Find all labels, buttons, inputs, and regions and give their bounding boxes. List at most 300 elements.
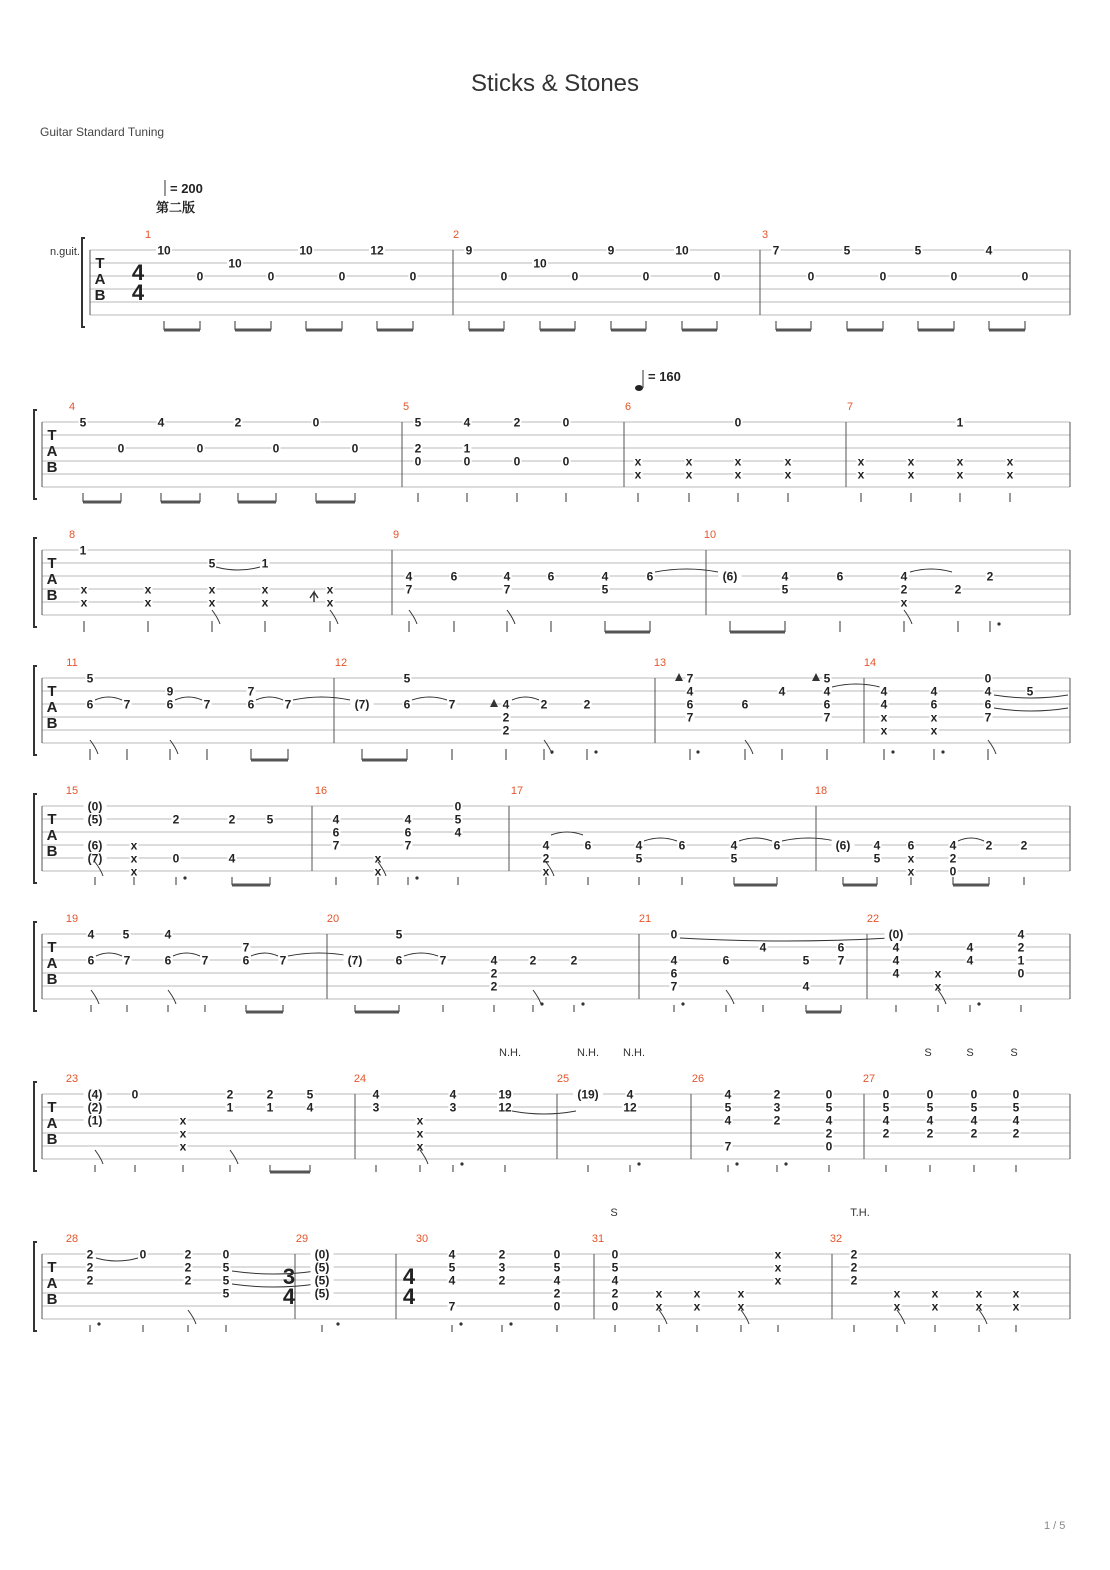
fret-number: x bbox=[655, 1299, 663, 1314]
fret-number: x bbox=[130, 864, 138, 879]
fret-number: 4 bbox=[966, 940, 974, 955]
fret-number: 4 bbox=[724, 1113, 732, 1128]
fret-number: x bbox=[208, 595, 216, 610]
fret-number: 0 bbox=[825, 1139, 833, 1154]
fret-number: 0 bbox=[222, 1247, 230, 1262]
tie-arc bbox=[644, 838, 677, 841]
tab-clef-b: B bbox=[46, 587, 58, 604]
measure-number: 13 bbox=[653, 657, 667, 669]
tie-arc bbox=[288, 953, 350, 956]
fret-number: 6 bbox=[836, 569, 844, 584]
note-flag bbox=[533, 990, 541, 1004]
fret-number: 6 bbox=[773, 838, 781, 853]
measure-number: 26 bbox=[691, 1073, 705, 1085]
fret-number: 2 bbox=[228, 812, 236, 827]
page-number: 1 / 5 bbox=[1044, 1520, 1066, 1532]
fret-number: 2 bbox=[949, 851, 957, 866]
fret-number: 10 bbox=[228, 256, 242, 271]
fret-number: 6 bbox=[584, 838, 592, 853]
measure-number: 1 bbox=[144, 229, 152, 241]
tab-clef-t: T bbox=[47, 811, 57, 828]
fret-number: 4 bbox=[880, 697, 888, 712]
harmonic-mark: N.H. bbox=[499, 1047, 521, 1059]
note-dot bbox=[540, 1002, 543, 1005]
harmonic-mark: N.H. bbox=[577, 1047, 599, 1059]
fret-number: 4 bbox=[970, 1113, 978, 1128]
fret-number: x bbox=[734, 454, 742, 469]
fret-number: 4 bbox=[1017, 927, 1025, 942]
fret-number: 2 bbox=[86, 1260, 94, 1275]
fret-number: 1 bbox=[226, 1100, 234, 1115]
fret-number: 2 bbox=[970, 1126, 978, 1141]
note-flag bbox=[91, 990, 99, 1004]
fret-number: 2 bbox=[86, 1247, 94, 1262]
fret-number: 10 bbox=[299, 243, 313, 258]
measure-number: 6 bbox=[624, 401, 632, 413]
fret-number: x bbox=[80, 582, 88, 597]
time-sig-bottom: 4 bbox=[282, 1284, 296, 1309]
fret-number: (0) bbox=[314, 1247, 330, 1262]
fret-number: 3 bbox=[498, 1260, 506, 1275]
fret-number: 2 bbox=[611, 1286, 619, 1301]
fret-number: x bbox=[208, 582, 216, 597]
fret-number: 4 bbox=[892, 966, 900, 981]
tie-arc bbox=[958, 838, 984, 841]
note-dot bbox=[581, 1002, 584, 1005]
tab-clef-b: B bbox=[46, 715, 58, 732]
fret-number: x bbox=[774, 1247, 782, 1262]
fret-number: 4 bbox=[449, 1087, 457, 1102]
note-dot bbox=[594, 750, 597, 753]
note-dot bbox=[977, 1002, 980, 1005]
fret-number: x bbox=[144, 582, 152, 597]
measure-number: 4 bbox=[68, 401, 76, 413]
fret-number: x bbox=[907, 467, 915, 482]
tie-arc bbox=[655, 569, 718, 572]
system-bracket bbox=[34, 410, 37, 499]
note-flag bbox=[726, 990, 734, 1004]
fret-number: 6 bbox=[242, 953, 250, 968]
fret-number: 0 bbox=[513, 454, 521, 469]
fret-number: (6) bbox=[722, 569, 738, 584]
measure-number: 20 bbox=[326, 913, 340, 925]
fret-number: 5 bbox=[414, 415, 422, 430]
fret-number: 4 bbox=[825, 1113, 833, 1128]
fret-number: 12 bbox=[370, 243, 384, 258]
measure-number: 8 bbox=[68, 529, 76, 541]
fret-number: (5) bbox=[314, 1286, 330, 1301]
tab-clef-b: B bbox=[46, 459, 58, 476]
fret-number: x bbox=[1006, 454, 1014, 469]
tab-clef-b: B bbox=[46, 971, 58, 988]
measure-number: 23 bbox=[65, 1073, 79, 1085]
tie-arc bbox=[251, 953, 278, 956]
system-bracket bbox=[34, 922, 37, 1011]
note-dot bbox=[681, 1002, 684, 1005]
fret-number: 0 bbox=[500, 269, 508, 284]
fret-number: 5 bbox=[730, 851, 738, 866]
fret-number: 4 bbox=[984, 684, 992, 699]
fret-number: 4 bbox=[454, 825, 462, 840]
fret-number: x bbox=[416, 1139, 424, 1154]
tab-clef-b: B bbox=[94, 287, 106, 304]
tie-arc bbox=[680, 938, 890, 941]
fret-number: 4 bbox=[448, 1247, 456, 1262]
fret-number: 0 bbox=[825, 1087, 833, 1102]
fret-number: 0 bbox=[414, 454, 422, 469]
tab-clef-a: A bbox=[46, 955, 58, 972]
fret-number: 1 bbox=[956, 415, 964, 430]
fret-number: 6 bbox=[646, 569, 654, 584]
note-dot bbox=[784, 1162, 787, 1165]
system-bracket bbox=[34, 1082, 37, 1171]
fret-number: 6 bbox=[166, 697, 174, 712]
fret-number: 0 bbox=[611, 1247, 619, 1262]
fret-number: 0 bbox=[1012, 1087, 1020, 1102]
note-flag bbox=[168, 990, 176, 1004]
measure-number: 16 bbox=[314, 785, 328, 797]
fret-number: x bbox=[737, 1286, 745, 1301]
fret-number: 0 bbox=[196, 269, 204, 284]
fret-number: x bbox=[80, 595, 88, 610]
fret-number: 5 bbox=[222, 1273, 230, 1288]
fret-number: 4 bbox=[900, 569, 908, 584]
slap-mark: S bbox=[1010, 1047, 1018, 1059]
fret-number: (6) bbox=[87, 838, 103, 853]
fret-number: 10 bbox=[675, 243, 689, 258]
fret-number: 2 bbox=[184, 1247, 192, 1262]
measure-number: 3 bbox=[761, 229, 769, 241]
fret-number: 6 bbox=[722, 953, 730, 968]
fret-number: 2 bbox=[1012, 1126, 1020, 1141]
fret-number: x bbox=[542, 864, 550, 879]
measure-number: 5 bbox=[402, 401, 410, 413]
fret-number: 5 bbox=[403, 671, 411, 686]
fret-number: x bbox=[880, 723, 888, 738]
system-bracket bbox=[34, 666, 37, 755]
fret-number: 4 bbox=[880, 684, 888, 699]
fret-number: 4 bbox=[823, 684, 831, 699]
fret-number: 5 bbox=[843, 243, 851, 258]
system-bracket bbox=[82, 238, 85, 327]
tab-clef-a: A bbox=[46, 827, 58, 844]
tab-clef-b: B bbox=[46, 1291, 58, 1308]
fret-number: x bbox=[1012, 1286, 1020, 1301]
note-flag bbox=[988, 740, 996, 754]
fret-number: 2 bbox=[773, 1087, 781, 1102]
note-flag bbox=[938, 990, 946, 1004]
fret-number: 7 bbox=[439, 953, 447, 968]
slap-mark: S bbox=[924, 1047, 932, 1059]
measure-number: 30 bbox=[415, 1233, 429, 1245]
fret-number: x bbox=[416, 1126, 424, 1141]
fret-number: 2 bbox=[502, 723, 510, 738]
fret-number: 4 bbox=[892, 940, 900, 955]
time-sig-top: 4 bbox=[131, 260, 145, 285]
fret-number: 4 bbox=[778, 684, 786, 699]
measure-number: 27 bbox=[862, 1073, 876, 1085]
time-sig-bottom: 4 bbox=[402, 1284, 416, 1309]
fret-number: 5 bbox=[208, 556, 216, 571]
fret-number: 6 bbox=[837, 940, 845, 955]
fret-number: 4 bbox=[404, 812, 412, 827]
tab-clef-t: T bbox=[47, 1099, 57, 1116]
fret-number: 6 bbox=[395, 953, 403, 968]
fret-number: x bbox=[934, 979, 942, 994]
fret-number: (5) bbox=[314, 1260, 330, 1275]
fret-number: (0) bbox=[888, 927, 904, 942]
tie-arc bbox=[293, 697, 350, 700]
fret-number: x bbox=[685, 467, 693, 482]
fret-number: 7 bbox=[503, 582, 511, 597]
fret-number: x bbox=[179, 1113, 187, 1128]
note-flag bbox=[420, 1150, 428, 1164]
measure-number: 11 bbox=[66, 657, 78, 669]
fret-number: x bbox=[931, 1299, 939, 1314]
note-dot bbox=[891, 750, 894, 753]
fret-number: 4 bbox=[882, 1113, 890, 1128]
fret-number: x bbox=[1006, 467, 1014, 482]
fret-number: 2 bbox=[172, 812, 180, 827]
fret-number: 7 bbox=[984, 710, 992, 725]
slap-mark: S bbox=[966, 1047, 974, 1059]
fret-number: 2 bbox=[234, 415, 242, 430]
tab-clef-t: T bbox=[47, 555, 57, 572]
tab-clef-b: B bbox=[46, 843, 58, 860]
note-dot bbox=[735, 1162, 738, 1165]
fret-number: 0 bbox=[454, 799, 462, 814]
fret-number: 4 bbox=[802, 979, 810, 994]
fret-number: 9 bbox=[166, 684, 174, 699]
fret-number: 7 bbox=[823, 710, 831, 725]
tempo-marking: = 160 bbox=[648, 369, 681, 384]
fret-number: 2 bbox=[490, 979, 498, 994]
fret-number: x bbox=[634, 454, 642, 469]
fret-number: 0 bbox=[734, 415, 742, 430]
fret-number: 7 bbox=[448, 1299, 456, 1314]
fret-number: 4 bbox=[448, 1273, 456, 1288]
fret-number: x bbox=[179, 1139, 187, 1154]
fret-number: x bbox=[774, 1273, 782, 1288]
fret-number: 2 bbox=[184, 1273, 192, 1288]
fret-number: 12 bbox=[498, 1100, 512, 1115]
fret-number: 4 bbox=[611, 1273, 619, 1288]
fret-number: 6 bbox=[403, 697, 411, 712]
fret-number: 2 bbox=[825, 1126, 833, 1141]
fret-number: 4 bbox=[503, 569, 511, 584]
note-flag bbox=[90, 740, 98, 754]
fret-number: 10 bbox=[157, 243, 171, 258]
fret-number: 5 bbox=[823, 671, 831, 686]
measure-number: 9 bbox=[392, 529, 400, 541]
note-flag bbox=[409, 610, 417, 624]
fret-number: 0 bbox=[272, 441, 280, 456]
fret-number: (5) bbox=[314, 1273, 330, 1288]
fret-number: 4 bbox=[966, 953, 974, 968]
fret-number: 6 bbox=[87, 953, 95, 968]
fret-number: 4 bbox=[405, 569, 413, 584]
measure-number: 24 bbox=[353, 1073, 367, 1085]
measure-number: 15 bbox=[65, 785, 79, 797]
fret-number: 5 bbox=[970, 1100, 978, 1115]
fret-number: 4 bbox=[759, 940, 767, 955]
fret-number: 4 bbox=[553, 1273, 561, 1288]
fret-number: x bbox=[857, 467, 865, 482]
fret-number: x bbox=[975, 1299, 983, 1314]
note-flag bbox=[212, 610, 220, 624]
tie-arc bbox=[96, 953, 122, 956]
fret-number: x bbox=[261, 582, 269, 597]
fret-number: x bbox=[900, 595, 908, 610]
fret-number: 6 bbox=[86, 697, 94, 712]
fret-number: 4 bbox=[873, 838, 881, 853]
fret-number: 2 bbox=[553, 1286, 561, 1301]
fret-number: 2 bbox=[954, 582, 962, 597]
tie-arc bbox=[412, 697, 447, 700]
fret-number: x bbox=[880, 710, 888, 725]
fret-number: 7 bbox=[123, 697, 131, 712]
fret-number: 1 bbox=[1017, 953, 1025, 968]
fret-number: 0 bbox=[642, 269, 650, 284]
fret-number: 0 bbox=[267, 269, 275, 284]
fret-number: 2 bbox=[414, 441, 422, 456]
fret-number: 7 bbox=[284, 697, 292, 712]
fret-number: x bbox=[907, 454, 915, 469]
fret-number: 6 bbox=[984, 697, 992, 712]
measure-number: 21 bbox=[638, 913, 652, 925]
fret-number: 2 bbox=[926, 1126, 934, 1141]
fret-number: 2 bbox=[498, 1247, 506, 1262]
fret-number: x bbox=[261, 595, 269, 610]
tie-arc bbox=[832, 684, 880, 687]
note-dot bbox=[696, 750, 699, 753]
fret-number: 7 bbox=[279, 953, 287, 968]
fret-number: 2 bbox=[529, 953, 537, 968]
fret-number: 2 bbox=[882, 1126, 890, 1141]
fret-number: 2 bbox=[985, 838, 993, 853]
fret-number: 7 bbox=[405, 582, 413, 597]
note-dot bbox=[415, 876, 418, 879]
tab-clef-t: T bbox=[47, 939, 57, 956]
fret-number: 4 bbox=[686, 684, 694, 699]
tie-arc bbox=[910, 569, 952, 572]
measure-number: 18 bbox=[814, 785, 828, 797]
tie-arc bbox=[232, 1284, 316, 1287]
fret-number: 7 bbox=[448, 697, 456, 712]
fret-number: 5 bbox=[611, 1260, 619, 1275]
note-flag bbox=[330, 610, 338, 624]
fret-number: x bbox=[956, 454, 964, 469]
fret-number: x bbox=[130, 851, 138, 866]
fret-number: x bbox=[693, 1299, 701, 1314]
note-dot bbox=[183, 876, 186, 879]
fret-number: x bbox=[634, 467, 642, 482]
fret-number: 0 bbox=[807, 269, 815, 284]
tie-arc bbox=[96, 1258, 138, 1261]
measure-number: 2 bbox=[452, 229, 460, 241]
fret-number: x bbox=[130, 838, 138, 853]
tab-clef-t: T bbox=[47, 1259, 57, 1276]
fret-number: 0 bbox=[409, 269, 417, 284]
fret-number: 7 bbox=[686, 671, 694, 686]
fret-number: 6 bbox=[404, 825, 412, 840]
fret-number: 5 bbox=[395, 927, 403, 942]
fret-number: (4) bbox=[87, 1087, 103, 1102]
fret-number: 4 bbox=[306, 1100, 314, 1115]
note-flag bbox=[188, 1310, 196, 1324]
fret-number: 5 bbox=[86, 671, 94, 686]
tie-arc bbox=[95, 697, 122, 700]
fret-number: 4 bbox=[724, 1087, 732, 1102]
fret-number: 0 bbox=[879, 269, 887, 284]
score-title: Sticks & Stones bbox=[470, 70, 640, 97]
fret-number: 4 bbox=[332, 812, 340, 827]
measure-number: 25 bbox=[556, 1073, 570, 1085]
fret-number: 2 bbox=[226, 1087, 234, 1102]
time-sig-top: 4 bbox=[402, 1264, 416, 1289]
fret-number: 5 bbox=[601, 582, 609, 597]
fret-number: (2) bbox=[87, 1100, 103, 1115]
tie-arc bbox=[404, 953, 438, 956]
fret-number: 7 bbox=[247, 684, 255, 699]
fret-number: 5 bbox=[222, 1286, 230, 1301]
fret-number: 4 bbox=[949, 838, 957, 853]
fret-number: 0 bbox=[984, 671, 992, 686]
system-bracket bbox=[34, 794, 37, 883]
fret-number: 6 bbox=[670, 966, 678, 981]
fret-number: 0 bbox=[338, 269, 346, 284]
fret-number: 1 bbox=[79, 543, 87, 558]
fret-number: 7 bbox=[203, 697, 211, 712]
fret-number: 2 bbox=[513, 415, 521, 430]
fret-number: x bbox=[326, 595, 334, 610]
fret-number: x bbox=[374, 851, 382, 866]
note-flag bbox=[979, 1310, 987, 1324]
fret-number: 0 bbox=[713, 269, 721, 284]
measure-number: 32 bbox=[829, 1233, 843, 1245]
fret-number: 0 bbox=[553, 1247, 561, 1262]
fret-number: 12 bbox=[623, 1100, 637, 1115]
fret-number: 5 bbox=[222, 1260, 230, 1275]
accent-mark bbox=[812, 673, 820, 681]
tempo-marking: = 200 bbox=[170, 181, 203, 196]
note-dot bbox=[97, 1322, 100, 1325]
fret-number: 0 bbox=[571, 269, 579, 284]
note-dot bbox=[459, 1322, 462, 1325]
tie-arc bbox=[256, 697, 283, 700]
fret-number: (5) bbox=[87, 812, 103, 827]
fret-number: 2 bbox=[266, 1087, 274, 1102]
fret-number: x bbox=[784, 467, 792, 482]
fret-number: 0 bbox=[949, 864, 957, 879]
tab-clef-a: A bbox=[46, 1275, 58, 1292]
fret-number: 7 bbox=[332, 838, 340, 853]
fret-number: 5 bbox=[635, 851, 643, 866]
fret-number: 7 bbox=[837, 953, 845, 968]
fret-number: (6) bbox=[835, 838, 851, 853]
time-sig-bottom: 4 bbox=[131, 280, 145, 305]
fret-number: 4 bbox=[601, 569, 609, 584]
measure-number: 28 bbox=[65, 1233, 79, 1245]
fret-number: 5 bbox=[553, 1260, 561, 1275]
tie-arc bbox=[782, 838, 835, 841]
tie-arc bbox=[994, 708, 1068, 711]
fret-number: 5 bbox=[266, 812, 274, 827]
fret-number: x bbox=[774, 1260, 782, 1275]
fret-number: 4 bbox=[164, 927, 172, 942]
fret-number: 0 bbox=[117, 441, 125, 456]
fret-number: 2 bbox=[773, 1113, 781, 1128]
